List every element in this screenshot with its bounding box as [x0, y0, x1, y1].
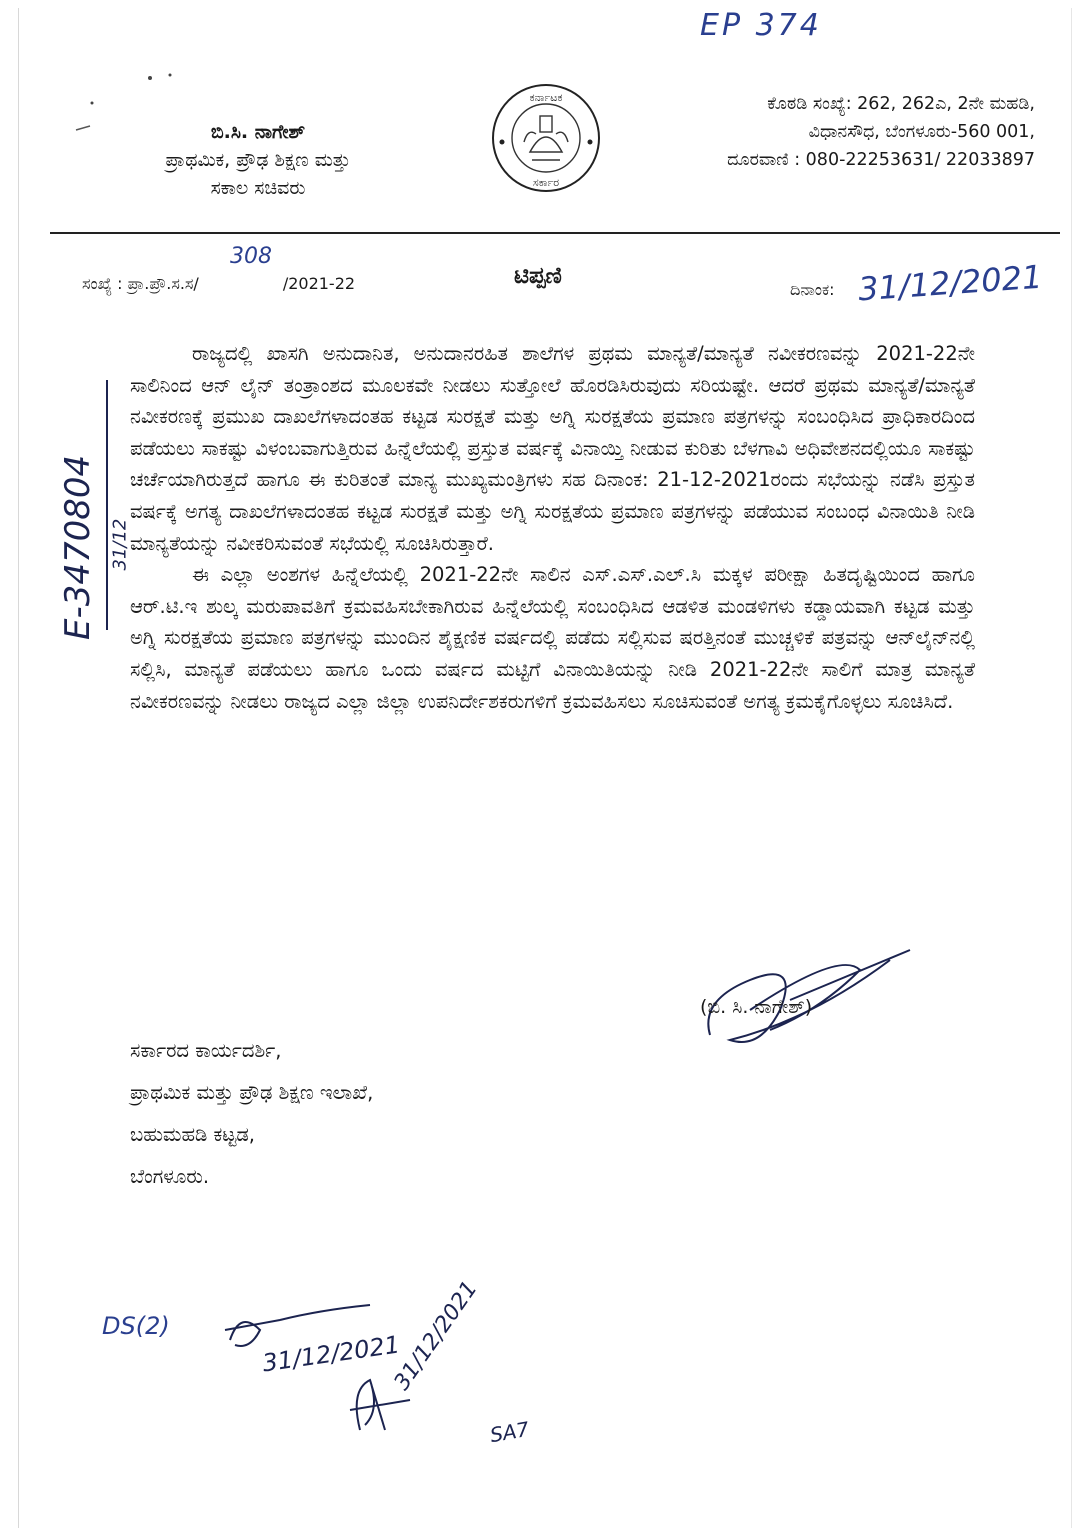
addressee-block: [130, 1030, 373, 1198]
minister-designation-1: ಪ್ರಾಥಮಿಕ, ಪ್ರೌಢ ಶಿಕ್ಷಣ ಮತ್ತು: [165, 149, 351, 171]
file-date-note: 31/12: [109, 518, 131, 571]
reference-handwritten-no: 308: [230, 244, 272, 269]
seal-bottom-text: ಸರ್ಕಾರ: [532, 176, 560, 189]
office-phone: ದೂರವಾಣಿ : 080-22253631/ 22033897: [727, 150, 1035, 170]
date-label: ದಿನಾಂಕ:: [790, 280, 835, 299]
bottom-date-2: 31/12/2021: [389, 1276, 483, 1395]
reference-year: /2021-22: [282, 274, 356, 293]
top-annotation: EP 374: [700, 8, 822, 43]
file-number-note: E-3470804: [58, 454, 98, 640]
initials-note: SA7: [488, 1416, 531, 1448]
page-title: ಟಿಪ್ಪಣಿ: [514, 263, 562, 289]
margin-stroke: [104, 380, 110, 630]
office-address: [650, 90, 1035, 174]
ds-note: DS(2): [102, 1312, 170, 1340]
header-divider: [50, 232, 1060, 234]
note-body: [130, 338, 975, 717]
addressee-line-2: ಪ್ರಾಥಮಿಕ ಮತ್ತು ಪ್ರೌಢ ಶಿಕ್ಷಣ ಇಲಾಖೆ,: [130, 1081, 374, 1104]
addressee-line-1: ಸರ್ಕಾರದ ಕಾರ್ಯದರ್ಶಿ,: [130, 1039, 282, 1062]
karnataka-seal-icon: [490, 82, 602, 194]
signatory-name: (ಬಿ. ಸಿ. ನಾಗೇಶ್): [700, 996, 813, 1018]
body-paragraph-1: ರಾಜ್ಯದಲ್ಲಿ ಖಾಸಗಿ ಅನುದಾನಿತ, ಅನುದಾನರಹಿತ ಶಾಲೆಗಳ ಪ್ರಥಮ ಮಾನ್ಯತೆ/ಮಾನ್ಯತೆ ನವೀಕರಣವನ್ನು 2021-22ನೇ ಸಾಲಿನಿಂದ ಆನ್ ಲೈನ್ ತಂತ್ರಾಂಶದ ಮೂಲಕವೇ ನೀಡಲು ಸುತ್ತೋಲೆ ಹೊರಡಿಸಿರುವುದು ಸರಿಯಷ್ಟೇ. ಆದರೆ ಪ್ರಥಮ ಮಾನ್ಯತೆ/ಮಾನ್ಯತೆ ನವೀಕರಣಕ್ಕೆ ಪ್ರಮುಖ ದಾಖಲೆಗಳಾದಂತಹ ಕಟ್ಟಡ ಸುರಕ್ಷತೆ ಮತ್ತು ಅಗ್ನಿ ಸುರಕ್ಷತೆಯ ಪ್ರಮಾಣ ಪತ್ರಗಳನ್ನು ಸಂಬಂಧಿಸಿದ ಪ್ರಾಧಿಕಾರದಿಂದ ಪಡೆಯಲು ಸಾಕಷ್ಟು ವಿಳಂಬವಾಗುತ್ತಿರುವ ಹಿನ್ನೆಲೆಯಲ್ಲಿ ಪ್ರಸ್ತುತ ವರ್ಷಕ್ಕೆ ವಿನಾಯ್ತಿ ನೀಡುವ ಕುರಿತು ಬೆಳಗಾವಿ ಅಧಿವೇಶನದಲ್ಲಿಯೂ ಸಾಕಷ್ಟು ಚರ್ಚೆಯಾಗಿರುತ್ತದೆ ಹಾಗೂ ಈ ಕುರಿತಂತೆ ಮಾನ್ಯ ಮುಖ್ಯಮಂತ್ರಿಗಳು ಸಹ ದಿನಾಂಕ: 21-12-2021ರಂದು ಸಭೆಯನ್ನು ನಡೆಸಿ ಪ್ರಸ್ತುತ ವರ್ಷಕ್ಕೆ ಅಗತ್ಯ ದಾಖಲೆಗಳಾದಂತಹ ಕಟ್ಟಡ ಸುರಕ್ಷತೆ ಮತ್ತು ಅಗ್ನಿ ಸುರಕ್ಷತೆಯ ಪ್ರಮಾಣ ಪತ್ರಗಳನ್ನು ಪಡೆಯುವ ಸಂಬಂಧ ವಿನಾಯಿತಿ ನೀಡಿ ಮಾನ್ಯತೆಯನ್ನು ನವೀಕರಿಸುವಂತೆ ಸಭೆಯಲ್ಲಿ ಸೂಚಿಸಿರುತ್ತಾರೆ.: [130, 342, 975, 555]
date-handwritten: 31/12/2021: [856, 257, 1044, 309]
addressee-line-4: ಬೆಂಗಳೂರು.: [130, 1165, 210, 1188]
minister-name: ಬಿ.ಸಿ. ನಾಗೇಶ್: [210, 121, 306, 143]
reference-number: [82, 274, 355, 294]
page-border: [18, 8, 1072, 1528]
reference-prefix: ಸಂಖ್ಯೆ : ಪ್ರಾ.ಪ್ರೌ.ಸ.ಸ/: [82, 274, 199, 293]
minister-designation-2: ಸಕಾಲ ಸಚಿವರು: [210, 177, 306, 199]
bottom-date-1: 31/12/2021: [260, 1330, 402, 1378]
minister-block: [128, 118, 388, 202]
body-paragraph-2: ಈ ಎಲ್ಲಾ ಅಂಶಗಳ ಹಿನ್ನೆಲೆಯಲ್ಲಿ 2021-22ನೇ ಸಾಲಿನ ಎಸ್.ಎಸ್.ಎಲ್.ಸಿ ಮಕ್ಕಳ ಪರೀಕ್ಷಾ ಹಿತದೃಷ್ಟಿಯಿಂದ ಹಾಗೂ ಆರ್.ಟಿ.ಇ ಶುಲ್ಕ ಮರುಪಾವತಿಗೆ ಕ್ರಮವಹಿಸಬೇಕಾಗಿರುವ ಹಿನ್ನೆಲೆಯಲ್ಲಿ ಸಂಬಂಧಿಸಿದ ಆಡಳಿತ ಮಂಡಳಿಗಳು ಕಡ್ಡಾಯವಾಗಿ ಕಟ್ಟಡ ಮತ್ತು ಅಗ್ನಿ ಸುರಕ್ಷತೆಯ ಪ್ರಮಾಣ ಪತ್ರಗಳನ್ನು ಮುಂದಿನ ಶೈಕ್ಷಣಿಕ ವರ್ಷದಲ್ಲಿ ಪಡೆದು ಸಲ್ಲಿಸುವ ಷರತ್ತಿನಂತೆ ಮುಚ್ಚಳಿಕೆ ಪತ್ರವನ್ನು ಆನ್‌ಲೈನ್‌ನಲ್ಲಿ ಸಲ್ಲಿಸಿ, ಮಾನ್ಯತೆ ಪಡೆಯಲು ಹಾಗೂ ಒಂದು ವರ್ಷದ ಮಟ್ಟಿಗೆ ವಿನಾಯಿತಿಯನ್ನು ನೀಡಿ 2021-22ನೇ ಸಾಲಿಗೆ ಮಾತ್ರ ಮಾನ್ಯತೆ ನವೀಕರಣವನ್ನು ನೀಡಲು ರಾಜ್ಯದ ಎಲ್ಲಾ ಜಿಲ್ಲಾ ಉಪನಿರ್ದೇಶಕರುಗಳಿಗೆ ಕ್ರಮವಹಿಸಲು ಸೂಚಿಸುವಂತೆ ಅಗತ್ಯ ಕ್ರಮಕೈಗೊಳ್ಳಲು ಸೂಚಿಸಿದೆ.: [130, 563, 975, 713]
addressee-line-3: ಬಹುಮಹಡಿ ಕಟ್ಟಡ,: [130, 1123, 255, 1146]
seal-top-text: ಕರ್ನಾಟಕ: [529, 91, 563, 104]
office-room: ಕೊಠಡಿ ಸಂಖ್ಯೆ: 262, 262ಎ, 2ನೇ ಮಹಡಿ,: [767, 94, 1035, 114]
office-building: ವಿಧಾನಸೌಧ, ಬೆಂಗಳೂರು-560 001,: [808, 122, 1035, 142]
